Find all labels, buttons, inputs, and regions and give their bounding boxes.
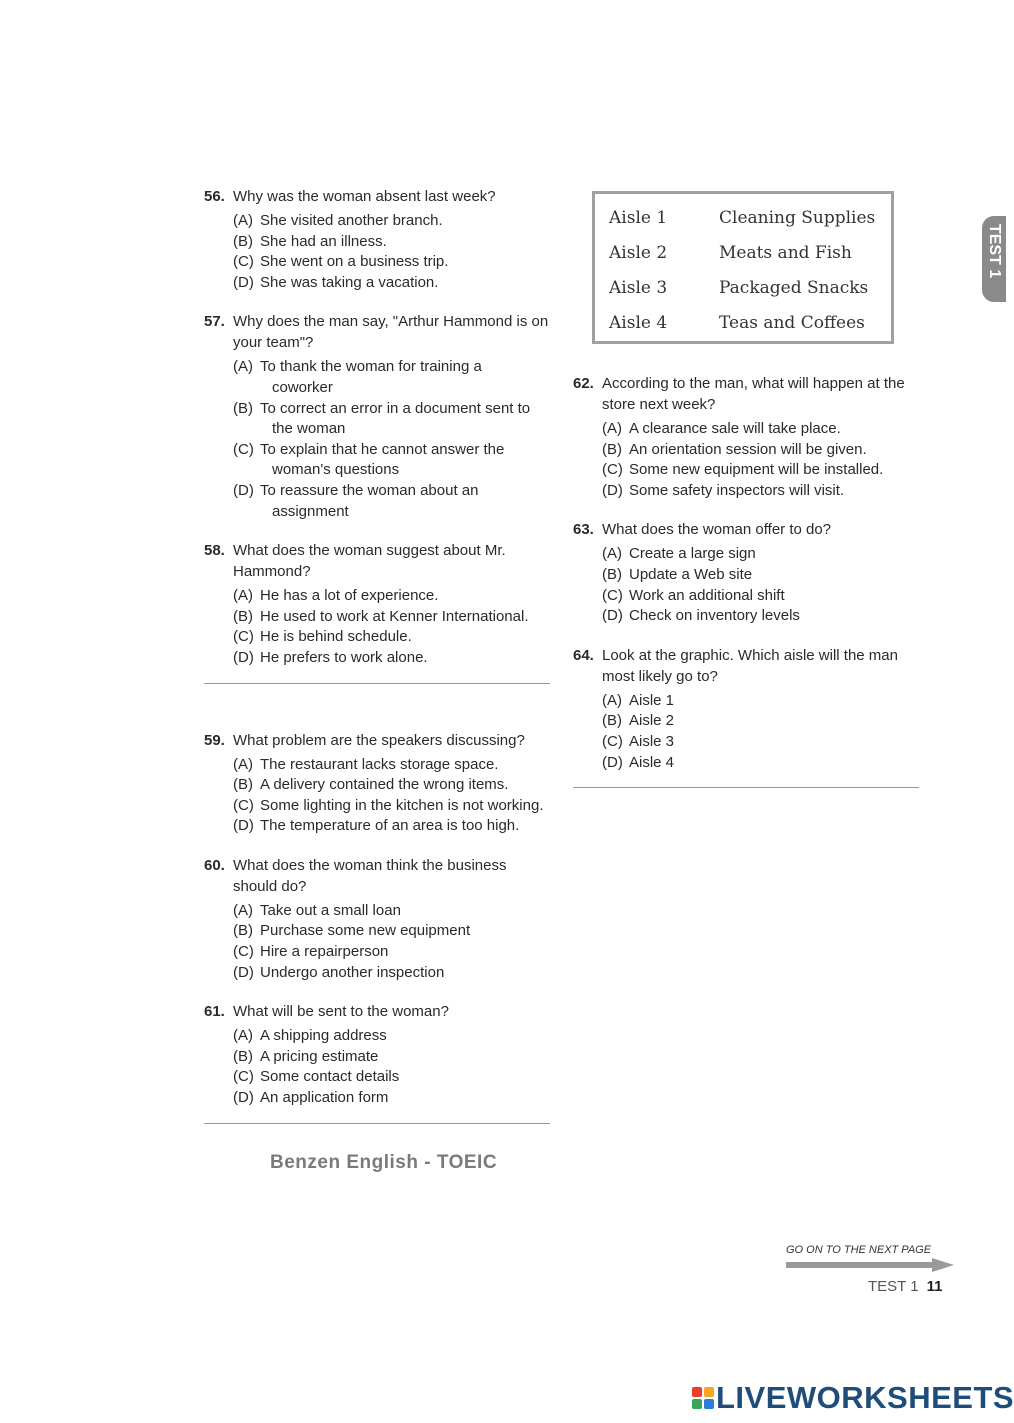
option-c[interactable]: (C) Some new equipment will be installed. bbox=[602, 461, 884, 479]
liveworksheets-logo-icon bbox=[692, 1387, 714, 1409]
left-column bbox=[204, 186, 550, 1142]
option-d[interactable]: (D) She was taking a vacation. bbox=[233, 273, 439, 291]
question-63 bbox=[573, 519, 918, 626]
question-text: Look at the graphic. Which aisle will the man most likely go to? bbox=[602, 646, 898, 685]
question-number: 59. bbox=[204, 731, 225, 749]
right-arrow-icon bbox=[786, 1258, 954, 1272]
section-divider bbox=[204, 1123, 550, 1124]
option-c[interactable]: (C) He is behind schedule. bbox=[233, 628, 412, 646]
right-column bbox=[573, 373, 918, 806]
question-text: What does the woman offer to do? bbox=[602, 521, 832, 539]
option-a[interactable]: (A) The restaurant lacks storage space. bbox=[233, 755, 499, 773]
question-text: What does the woman think the business should do? bbox=[233, 856, 507, 895]
option-a[interactable]: (A) A clearance sale will take place. bbox=[602, 420, 841, 437]
option-d[interactable]: (D) Check on inventory levels bbox=[602, 607, 800, 625]
option-b[interactable]: (B) Purchase some new equipment bbox=[233, 922, 471, 940]
option-c[interactable]: (C) Work an additional shift bbox=[602, 586, 785, 604]
option-b[interactable]: (B) A delivery contained the wrong items. bbox=[233, 776, 509, 794]
section-divider bbox=[573, 787, 919, 788]
option-a[interactable]: (A) He has a lot of experience. bbox=[233, 587, 439, 605]
option-d[interactable]: (D) An application form bbox=[233, 1089, 389, 1107]
question-text: Why was the woman absent last week? bbox=[233, 188, 496, 205]
option-a[interactable]: (A) She visited another branch. bbox=[233, 212, 443, 229]
option-d[interactable]: (D) He prefers to work alone. bbox=[233, 648, 428, 666]
option-d[interactable]: (D) To reassure the woman about an assignment bbox=[233, 481, 479, 520]
option-c[interactable]: (C) She went on a business trip. bbox=[233, 253, 449, 271]
aisle-row: Aisle 2 Meats and Fish bbox=[609, 242, 852, 263]
question-58 bbox=[204, 540, 550, 683]
go-next-label: GO ON TO THE NEXT PAGE bbox=[786, 1244, 932, 1256]
option-d[interactable]: (D) Aisle 4 bbox=[602, 753, 675, 771]
option-b[interactable]: (B) Update a Web site bbox=[602, 565, 753, 583]
question-text: According to the man, what will happen at the store next week? bbox=[602, 375, 905, 413]
question-text: What does the woman suggest about Mr. Hammond? bbox=[233, 542, 506, 581]
question-number: 60. bbox=[204, 856, 225, 874]
question-text: What problem are the speakers discussing? bbox=[233, 731, 525, 749]
page-footer bbox=[868, 1278, 942, 1295]
liveworksheets-logo-text: LIVEWORKSHEETS bbox=[716, 1380, 1014, 1415]
option-b[interactable]: (B) She had an illness. bbox=[233, 232, 387, 250]
question-number: 57. bbox=[204, 313, 225, 331]
section-divider bbox=[204, 683, 550, 684]
option-c[interactable]: (C) Some contact details bbox=[233, 1068, 400, 1086]
option-c[interactable]: (C) Hire a repairperson bbox=[233, 943, 389, 961]
test-side-tab bbox=[982, 216, 1006, 302]
go-next-page-indicator bbox=[786, 1244, 956, 1272]
question-number: 56. bbox=[204, 188, 225, 205]
option-a[interactable]: (A) Take out a small loan bbox=[233, 901, 401, 919]
liveworksheets-logo[interactable] bbox=[692, 1380, 1014, 1416]
option-d[interactable]: (D) Some safety inspectors will visit. bbox=[602, 481, 845, 499]
question-text: What will be sent to the woman? bbox=[233, 1003, 449, 1021]
option-c[interactable]: (C) Some lighting in the kitchen is not working. bbox=[233, 796, 544, 814]
aisle-row: Aisle 3 Packaged Snacks bbox=[609, 277, 869, 298]
question-62 bbox=[573, 373, 918, 501]
option-c[interactable]: (C) To explain that he cannot answer the woman's questions bbox=[233, 440, 505, 479]
option-a[interactable]: (A) Create a large sign bbox=[602, 545, 756, 563]
option-b[interactable]: (B) Aisle 2 bbox=[602, 712, 675, 730]
question-number: 64. bbox=[573, 646, 594, 664]
question-56 bbox=[204, 186, 550, 293]
question-number: 63. bbox=[573, 521, 594, 539]
option-b[interactable]: (B) An orientation session will be given. bbox=[602, 440, 867, 458]
brand-watermark-text: Benzen English - TOEIC bbox=[270, 1152, 498, 1173]
question-number: 62. bbox=[573, 375, 594, 392]
option-a[interactable]: (A) To thank the woman for training a coworker bbox=[233, 358, 482, 396]
aisle-row: Aisle 4 Teas and Coffees bbox=[609, 312, 865, 333]
page-number: 11 bbox=[926, 1278, 943, 1295]
question-59 bbox=[204, 730, 550, 837]
aisle-directory-table bbox=[592, 191, 894, 344]
question-64 bbox=[573, 645, 918, 788]
question-60 bbox=[204, 855, 550, 983]
option-d[interactable]: (D) The temperature of an area is too high. bbox=[233, 817, 520, 835]
footer-test-label: TEST 1 bbox=[868, 1278, 919, 1295]
question-number: 58. bbox=[204, 542, 225, 560]
question-57 bbox=[204, 311, 550, 522]
option-a[interactable]: (A) Aisle 1 bbox=[602, 691, 675, 709]
question-number: 61. bbox=[204, 1003, 225, 1021]
option-a[interactable]: (A) A shipping address bbox=[233, 1027, 387, 1045]
option-b[interactable]: (B) To correct an error in a document sent to the woman bbox=[233, 399, 531, 438]
option-b[interactable]: (B) A pricing estimate bbox=[233, 1047, 379, 1065]
option-d[interactable]: (D) Undergo another inspection bbox=[233, 963, 445, 981]
option-b[interactable]: (B) He used to work at Kenner International. bbox=[233, 607, 529, 625]
test-side-tab-label: TEST 1 bbox=[986, 224, 1003, 279]
question-61 bbox=[204, 1001, 550, 1123]
question-text: Why does the man say, "Arthur Hammond is on your team"? bbox=[233, 313, 549, 352]
option-c[interactable]: (C) Aisle 3 bbox=[602, 732, 675, 750]
aisle-row: Aisle 1 Cleaning Supplies bbox=[609, 207, 876, 228]
